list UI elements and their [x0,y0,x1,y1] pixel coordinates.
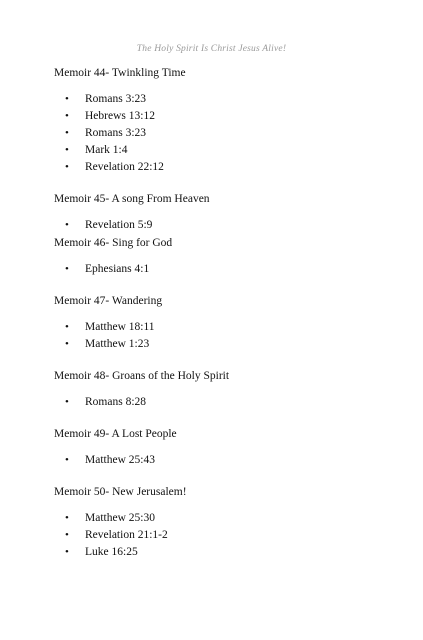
verse-reference: Romans 3:23 [85,127,147,139]
verse-reference: Matthew 18:11 [85,321,155,333]
bullet-icon: • [65,546,69,558]
verse-reference: Hebrews 13:12 [85,110,155,122]
verse-list [54,510,394,561]
verse-item [54,91,394,108]
verse-reference: Romans 3:23 [85,93,147,105]
verse-item [54,452,394,469]
memoir-title: Memoir 47- Wandering [54,295,163,307]
memoir-section [54,294,394,353]
memoir-section [54,66,394,176]
bullet-icon: • [65,321,69,333]
verse-item [54,142,394,159]
memoir-section [54,192,394,234]
bullet-icon: • [65,396,69,408]
bullet-icon: • [65,144,69,156]
bullet-icon: • [65,161,69,173]
verse-item [54,159,394,176]
memoir-section [54,369,394,411]
verse-list [54,452,394,469]
verse-item [54,217,394,234]
memoir-title: Memoir 46- Sing for God [54,237,173,249]
bullet-icon: • [65,127,69,139]
verse-reference: Revelation 22:12 [85,161,164,173]
memoir-section [54,485,394,561]
verse-item [54,108,394,125]
verse-reference: Matthew 1:23 [85,338,150,350]
memoir-section [54,427,394,469]
memoir-title: Memoir 44- Twinkling Time [54,67,186,79]
memoir-title: Memoir 48- Groans of the Holy Spirit [54,370,230,382]
verse-list [54,319,394,353]
verse-reference: Matthew 25:30 [85,512,155,524]
bullet-icon: • [65,93,69,105]
verse-item [54,510,394,527]
verse-reference: Luke 16:25 [85,546,138,558]
memoir-section [54,236,394,278]
memoir-title: Memoir 49- A Lost People [54,428,177,440]
verse-reference: Matthew 25:43 [85,454,155,466]
verse-item [54,261,394,278]
verse-reference: Mark 1:4 [85,144,128,156]
verse-item [54,125,394,142]
verse-list [54,217,394,234]
verse-reference: Revelation 21:1-2 [85,529,168,541]
bullet-icon: • [65,512,69,524]
verse-reference: Romans 8:28 [85,396,147,408]
running-header: The Holy Spirit Is Christ Jesus Alive! [136,44,287,54]
verse-item [54,336,394,353]
verse-item [54,544,394,561]
verse-list [54,261,394,278]
memoir-title: Memoir 45- A song From Heaven [54,193,210,205]
verse-item [54,527,394,544]
memoir-title: Memoir 50- New Jerusalem! [54,486,187,498]
verse-reference: Revelation 5:9 [85,219,153,231]
verse-list [54,91,394,176]
bullet-icon: • [65,338,69,350]
verse-list [54,394,394,411]
bullet-icon: • [65,263,69,275]
verse-item [54,319,394,336]
verse-reference: Ephesians 4:1 [85,263,150,275]
memoir-list [54,66,394,561]
bullet-icon: • [65,454,69,466]
verse-item [54,394,394,411]
bullet-icon: • [65,110,69,122]
bullet-icon: • [65,529,69,541]
bullet-icon: • [65,219,69,231]
